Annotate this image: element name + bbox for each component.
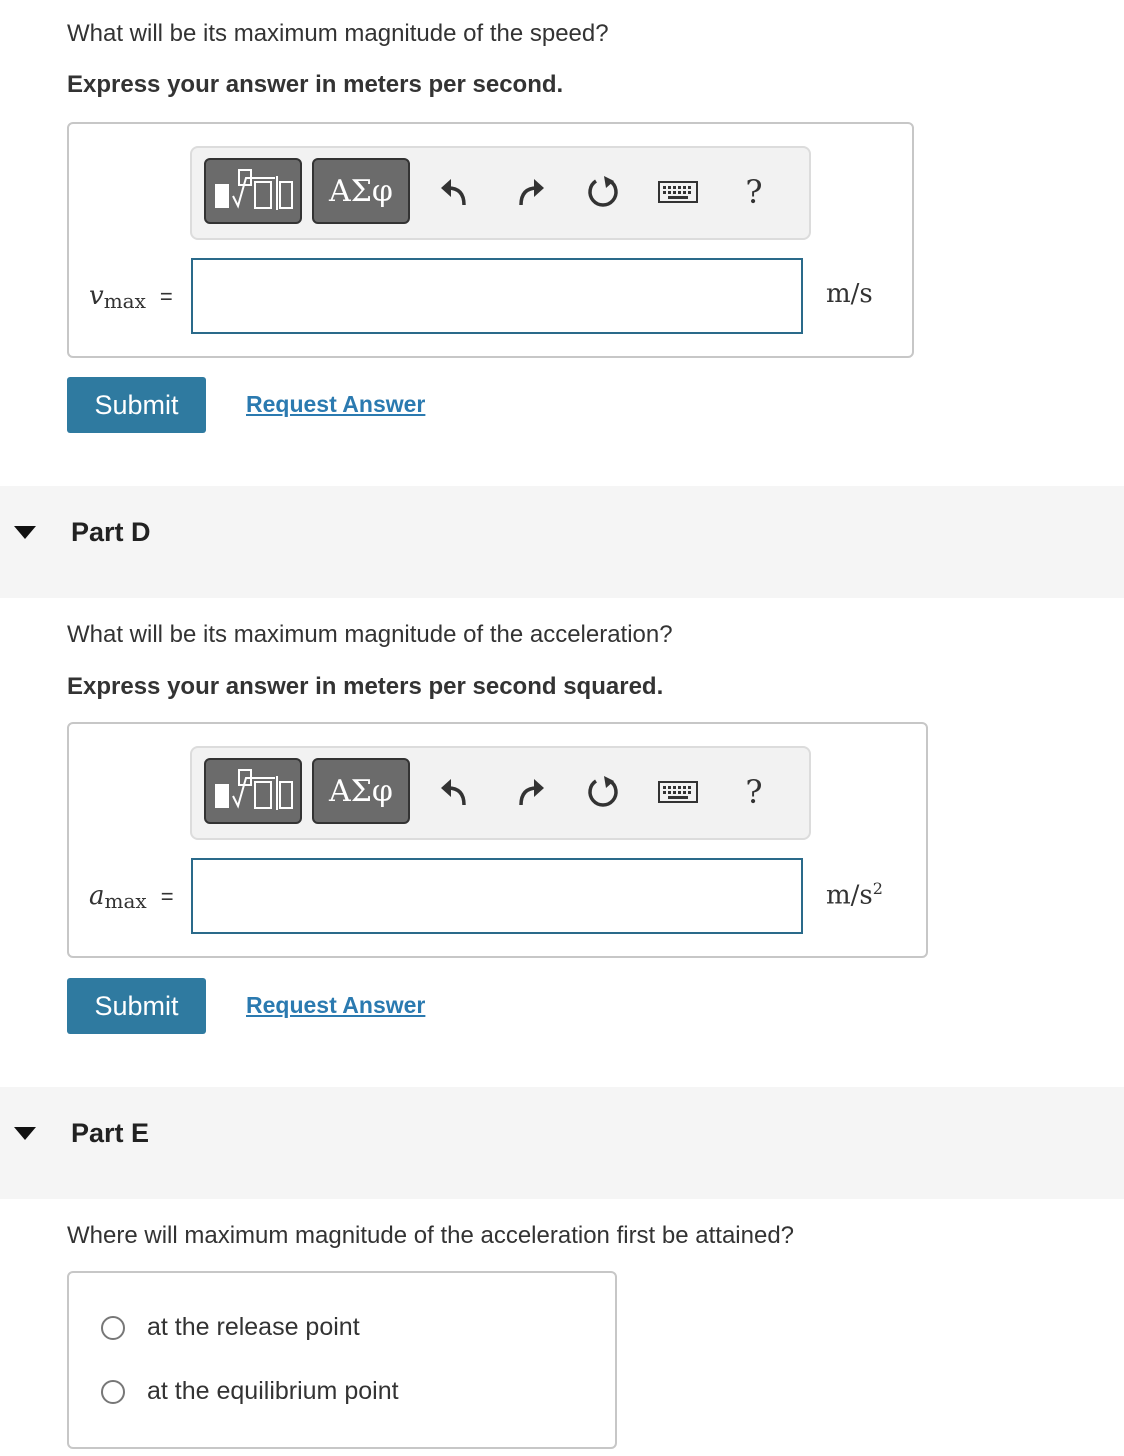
part-e-header[interactable] xyxy=(0,1087,1124,1199)
equals-sign: = xyxy=(160,884,174,909)
part-c-answer-input[interactable] xyxy=(191,258,803,334)
part-d-question: What will be its maximum magnitude of the acceleration? xyxy=(67,621,673,648)
help-icon: ? xyxy=(745,773,763,811)
undo-icon[interactable] xyxy=(435,170,475,214)
templates-icon xyxy=(211,766,295,816)
part-d-title: Part D xyxy=(71,517,151,547)
part-e-title: Part E xyxy=(71,1118,150,1148)
part-c-answer-box xyxy=(67,122,914,358)
keyboard-icon[interactable] xyxy=(657,770,699,814)
variable-symbol: v xyxy=(89,281,104,311)
variable-symbol: a xyxy=(89,881,105,911)
keyboard-icon[interactable] xyxy=(657,170,699,214)
greek-symbols-icon: ΑΣφ xyxy=(329,173,393,209)
option-radio[interactable] xyxy=(101,1380,125,1404)
undo-icon[interactable] xyxy=(435,770,475,814)
part-e-options-box xyxy=(67,1271,617,1449)
part-c-variable-label xyxy=(89,281,173,311)
unit-text: m/s xyxy=(826,880,873,911)
option-label[interactable]: at the equilibrium point xyxy=(147,1377,399,1405)
variable-subscript: max xyxy=(103,289,146,313)
part-d-submit-button[interactable]: Submit xyxy=(67,978,206,1034)
part-c-instruction: Express your answer in meters per second. xyxy=(67,71,564,98)
unit-exponent: 2 xyxy=(872,879,883,898)
part-c-submit-button[interactable]: Submit xyxy=(67,377,206,433)
help-icon: ? xyxy=(745,173,763,211)
part-c-math-toolbar xyxy=(190,146,811,240)
templates-icon xyxy=(211,166,295,216)
collapse-caret-icon[interactable] xyxy=(14,1127,36,1140)
part-d-answer-input[interactable] xyxy=(191,858,803,934)
redo-icon[interactable] xyxy=(510,170,550,214)
part-c-request-answer-link[interactable]: Request Answer xyxy=(246,391,426,417)
variable-subscript: max xyxy=(104,889,147,913)
option-radio[interactable] xyxy=(101,1316,125,1340)
greek-symbols-icon: ΑΣφ xyxy=(329,773,393,809)
part-d-instruction: Express your answer in meters per second squared. xyxy=(67,673,664,700)
part-d-answer-box xyxy=(67,722,928,958)
part-c-question: What will be its maximum magnitude of the speed? xyxy=(67,20,609,47)
part-d-header[interactable] xyxy=(0,486,1124,598)
equals-sign: = xyxy=(159,284,173,309)
part-d-request-answer-link[interactable]: Request Answer xyxy=(246,992,426,1018)
reset-icon[interactable] xyxy=(583,770,623,814)
help-button[interactable] xyxy=(734,170,774,214)
collapse-caret-icon[interactable] xyxy=(14,526,36,539)
redo-icon[interactable] xyxy=(510,770,550,814)
templates-button[interactable] xyxy=(204,758,302,824)
option-label[interactable]: at the release point xyxy=(147,1313,360,1341)
part-d-variable-label xyxy=(89,881,174,911)
greek-symbols-button[interactable] xyxy=(312,758,410,824)
part-c-unit: m/s xyxy=(826,279,873,309)
templates-button[interactable] xyxy=(204,158,302,224)
part-d-math-toolbar xyxy=(190,746,811,840)
part-d-unit xyxy=(826,879,883,911)
help-button[interactable] xyxy=(734,770,774,814)
reset-icon[interactable] xyxy=(583,170,623,214)
greek-symbols-button[interactable] xyxy=(312,158,410,224)
part-e-question: Where will maximum magnitude of the acceleration first be attained? xyxy=(67,1222,795,1249)
